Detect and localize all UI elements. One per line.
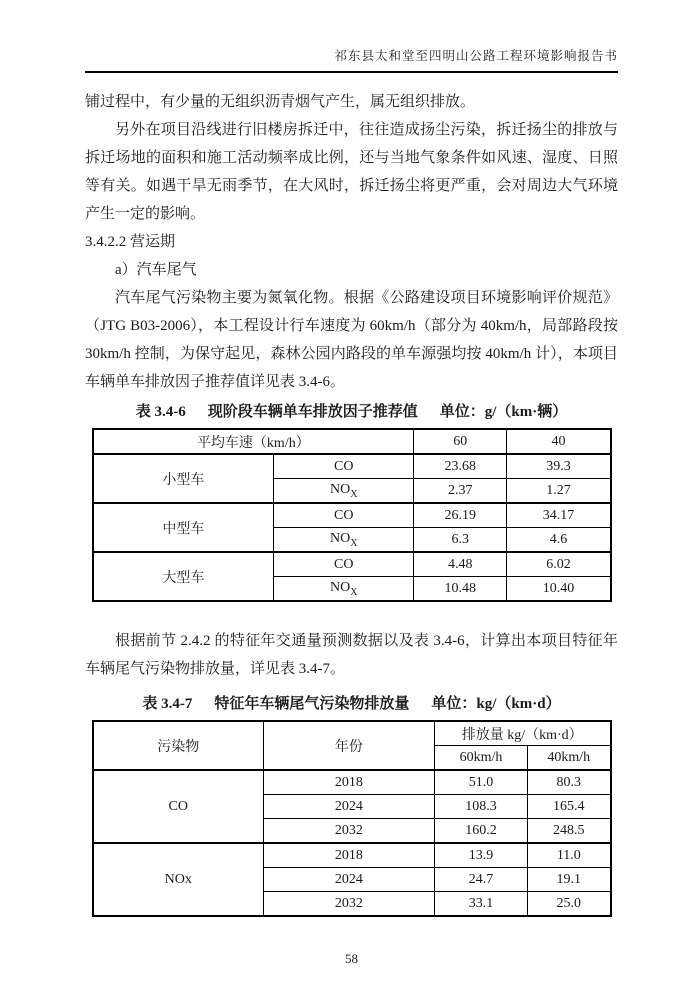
- table-cell: 2024: [263, 795, 434, 819]
- table-cell: 108.3: [434, 795, 527, 819]
- table-cell: [274, 577, 414, 602]
- table-cell: 165.4: [528, 795, 611, 819]
- table-cell: 24.7: [434, 868, 527, 892]
- table-cell: 2032: [263, 892, 434, 917]
- pollutant-symbol: NO: [329, 579, 351, 595]
- caption-title: 现阶段车辆单车排放因子推荐值: [207, 404, 418, 420]
- table-row: [93, 770, 611, 795]
- table-cell: 40: [507, 429, 611, 454]
- table-cell: 60: [414, 429, 507, 454]
- header-title: 祁东县太和堂至四明山公路工程环境影响报告书: [334, 49, 618, 63]
- table-cell: 1.27: [507, 479, 611, 504]
- table-cell: 60km/h: [434, 746, 527, 771]
- table-cell: 10.48: [414, 577, 507, 602]
- paragraph-asphalt-continuation: 铺过程中，有少量的无组织沥青烟气产生，属无组织排放。: [85, 94, 476, 110]
- table-row: [93, 843, 611, 868]
- table-3-4-7-annual-emissions: [92, 720, 612, 917]
- table-cell: 6.02: [507, 552, 611, 577]
- table-cell: 10.40: [507, 577, 611, 602]
- table-cell: 80.3: [528, 770, 611, 795]
- table-row: [93, 454, 611, 479]
- table-row: [93, 503, 611, 528]
- caption-title: 特征年车辆尾气污染物排放量: [214, 696, 410, 712]
- pollutant-symbol: NO: [329, 530, 351, 546]
- table-cell: 19.1: [528, 868, 611, 892]
- item-a-heading: a）汽车尾气: [115, 262, 197, 278]
- table-row: [93, 429, 611, 454]
- table-cell: 13.9: [434, 843, 527, 868]
- table-cell: 11.0: [528, 843, 611, 868]
- table-cell: NOx: [93, 843, 264, 916]
- section-heading-operation-period: 3.4.2.2 营运期: [85, 234, 176, 250]
- table-cell: 排放量 kg/（km·d）: [434, 721, 610, 746]
- caption-label: 表 3.4-6: [135, 404, 186, 420]
- table-cell: 33.1: [434, 892, 527, 917]
- table-cell: CO: [93, 770, 264, 843]
- table-cell: 248.5: [528, 819, 611, 844]
- table-cell: [274, 528, 414, 553]
- table-cell: CO: [274, 503, 414, 528]
- table-cell: 2024: [263, 868, 434, 892]
- pollutant-subscript: X: [350, 488, 358, 500]
- table-cell: 6.3: [414, 528, 507, 553]
- caption-unit: 单位：g/（km·辆）: [439, 404, 568, 420]
- table-cell: 39.3: [507, 454, 611, 479]
- table-cell: 2018: [263, 843, 434, 868]
- running-header: [85, 46, 618, 73]
- table-cell: 51.0: [434, 770, 527, 795]
- table-cell: 34.17: [507, 503, 611, 528]
- table-cell: 小型车: [93, 454, 274, 503]
- table-cell: 平均车速（km/h）: [93, 429, 414, 454]
- table-cell: 23.68: [414, 454, 507, 479]
- table-cell: 4.6: [507, 528, 611, 553]
- table-cell: 4.48: [414, 552, 507, 577]
- pollutant-subscript: X: [350, 586, 358, 598]
- pollutant-subscript: X: [350, 537, 358, 549]
- table-cell: 年份: [263, 721, 434, 770]
- table-cell: 160.2: [434, 819, 527, 844]
- table-cell: 中型车: [93, 503, 274, 552]
- caption-label: 表 3.4-7: [142, 696, 193, 712]
- table-cell: 污染物: [93, 721, 264, 770]
- table-cell: [274, 479, 414, 504]
- table-row: [93, 721, 611, 746]
- table-3-4-7-caption: [85, 692, 618, 713]
- table-cell: 大型车: [93, 552, 274, 601]
- table-cell: CO: [274, 552, 414, 577]
- pollutant-symbol: NO: [329, 481, 351, 497]
- caption-unit: 单位：kg/（km·d）: [431, 696, 561, 712]
- table-cell: CO: [274, 454, 414, 479]
- table-3-4-6-emission-factors: [92, 428, 612, 602]
- table-3-4-6-caption: [85, 400, 618, 421]
- table-cell: 25.0: [528, 892, 611, 917]
- paragraph-vehicle-exhaust: 汽车尾气污染物主要为氮氧化物。根据《公路建设项目环境影响评价规范》（JTG B03-2006），本工程设计行车速度为 60km/h（部分为 40km/h，局部路段按 30km/h 控制，为保守起见，森林公园内路段的单车源强均按 40km/h 计），本项目车辆单车排放因子推荐值详见表 3.4-6。: [85, 290, 618, 390]
- paragraph-demolition-dust: 另外在项目沿线进行旧楼房拆迁中，往往造成扬尘污染，拆迁扬尘的排放与拆迁场地的面积和施工活动频率成比例，还与当地气象条件如风速、湿度、日照等有关。如遇干旱无雨季节，在大风时，拆迁扬尘将更严重，会对周边大气环境产生一定的影响。: [85, 122, 618, 222]
- page-number: 58: [345, 951, 358, 966]
- table-cell: 40km/h: [528, 746, 611, 771]
- table-cell: 2018: [263, 770, 434, 795]
- table-cell: 2.37: [414, 479, 507, 504]
- table-cell: 26.19: [414, 503, 507, 528]
- table-row: [93, 552, 611, 577]
- table-cell: 2032: [263, 819, 434, 844]
- paragraph-prediction: 根据前节 2.4.2 的特征年交通量预测数据以及表 3.4-6，计算出本项目特征年车辆尾气污染物排放量，详见表 3.4-7。: [85, 633, 618, 677]
